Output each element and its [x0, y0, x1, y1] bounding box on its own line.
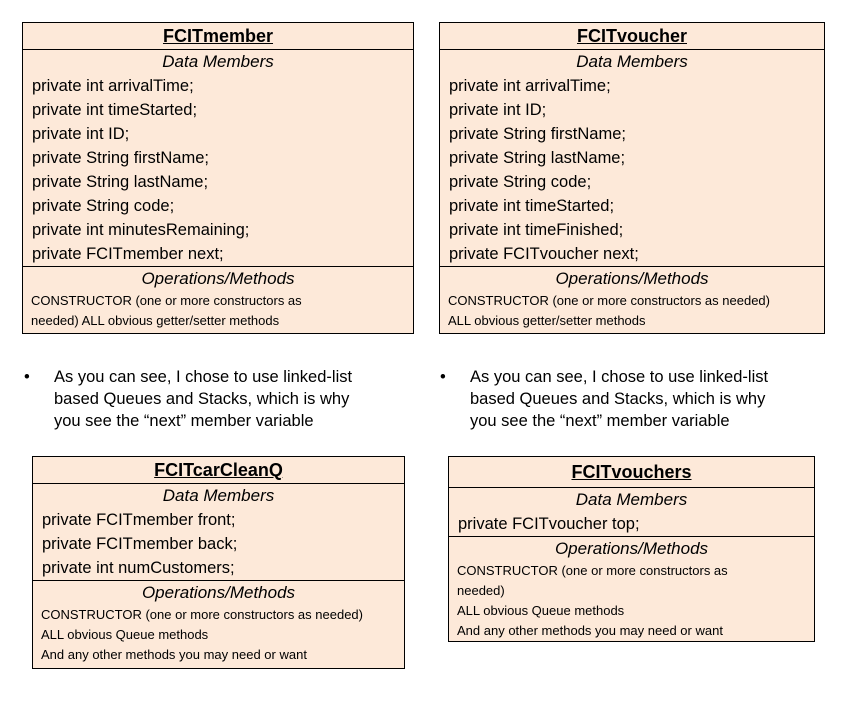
operation-line: ALL obvious Queue methods — [41, 627, 209, 642]
operation-line: And any other methods you may need or want — [457, 623, 723, 638]
note-line: based Queues and Stacks, which is why — [54, 390, 350, 408]
class-box-fcitvoucher — [439, 22, 825, 334]
operation-line: And any other methods you may need or want — [41, 647, 307, 662]
note-line: based Queues and Stacks, which is why — [470, 390, 766, 408]
bullet-icon: • — [440, 368, 446, 386]
class-title: FCITvoucher — [440, 23, 824, 50]
note-line: As you can see, I chose to use linked-list — [470, 368, 769, 386]
bullet-note — [24, 366, 414, 436]
data-members-header: Data Members — [576, 52, 688, 71]
data-members-header: Data Members — [575, 490, 688, 509]
member-line: private int arrivalTime; — [449, 77, 611, 95]
member-line: private String lastName; — [449, 149, 626, 167]
operations-section — [23, 266, 413, 331]
member-line: private int numCustomers; — [42, 559, 235, 577]
operation-line: needed) ALL obvious getter/setter methods — [31, 313, 280, 328]
member-line: private FCITvoucher next; — [449, 245, 639, 263]
operation-line: CONSTRUCTOR (one or more constructors as needed) — [41, 607, 363, 622]
operation-line: CONSTRUCTOR (one or more constructors as — [457, 563, 728, 578]
member-line: private FCITvoucher top; — [458, 515, 640, 533]
operation-line: ALL obvious getter/setter methods — [448, 313, 646, 328]
operations-header: Operations/Methods — [141, 269, 295, 288]
note-line: you see the “next” member variable — [54, 412, 314, 430]
member-line: private FCITmember next; — [32, 245, 224, 263]
operation-line: CONSTRUCTOR (one or more constructors as needed) — [448, 293, 770, 308]
bullet-icon: • — [24, 368, 30, 386]
operation-line: CONSTRUCTOR (one or more constructors as — [31, 293, 302, 308]
member-line: private int timeStarted; — [449, 197, 615, 215]
class-title: FCITvouchers — [449, 457, 814, 488]
operations-section — [33, 580, 404, 665]
operation-line: ALL obvious Queue methods — [457, 603, 625, 618]
class-title: FCITcarCleanQ — [33, 457, 404, 484]
note-line: As you can see, I chose to use linked-list — [54, 368, 353, 386]
operations-header: Operations/Methods — [555, 269, 709, 288]
member-line: private FCITmember front; — [42, 511, 236, 529]
operation-line: needed) — [457, 583, 505, 598]
class-box-fcitmember — [22, 22, 414, 334]
member-line: private int ID; — [32, 125, 130, 143]
member-line: private String code; — [449, 173, 592, 191]
operations-header: Operations/Methods — [554, 539, 709, 558]
member-line: private String code; — [32, 197, 175, 215]
member-line: private int timeStarted; — [32, 101, 198, 119]
note-text — [470, 366, 800, 432]
member-line: private int arrivalTime; — [32, 77, 194, 95]
note-line: you see the “next” member variable — [470, 412, 730, 430]
member-line: private int ID; — [449, 101, 547, 119]
class-box-fcitvouchers — [448, 456, 815, 642]
class-title: FCITmember — [23, 23, 413, 50]
data-members-header: Data Members — [162, 486, 275, 505]
member-line: private String lastName; — [32, 173, 209, 191]
member-line: private String firstName; — [32, 149, 209, 167]
member-line: private String firstName; — [449, 125, 626, 143]
operations-section — [440, 266, 824, 331]
note-text — [54, 366, 384, 432]
member-line: private int timeFinished; — [449, 221, 624, 239]
bullet-note — [440, 366, 830, 436]
operations-section — [449, 536, 814, 641]
member-line: private int minutesRemaining; — [32, 221, 250, 239]
member-line: private FCITmember back; — [42, 535, 238, 553]
class-box-fcitcarcleanq — [32, 456, 405, 669]
data-members-header: Data Members — [162, 52, 274, 71]
operations-header: Operations/Methods — [141, 583, 296, 602]
